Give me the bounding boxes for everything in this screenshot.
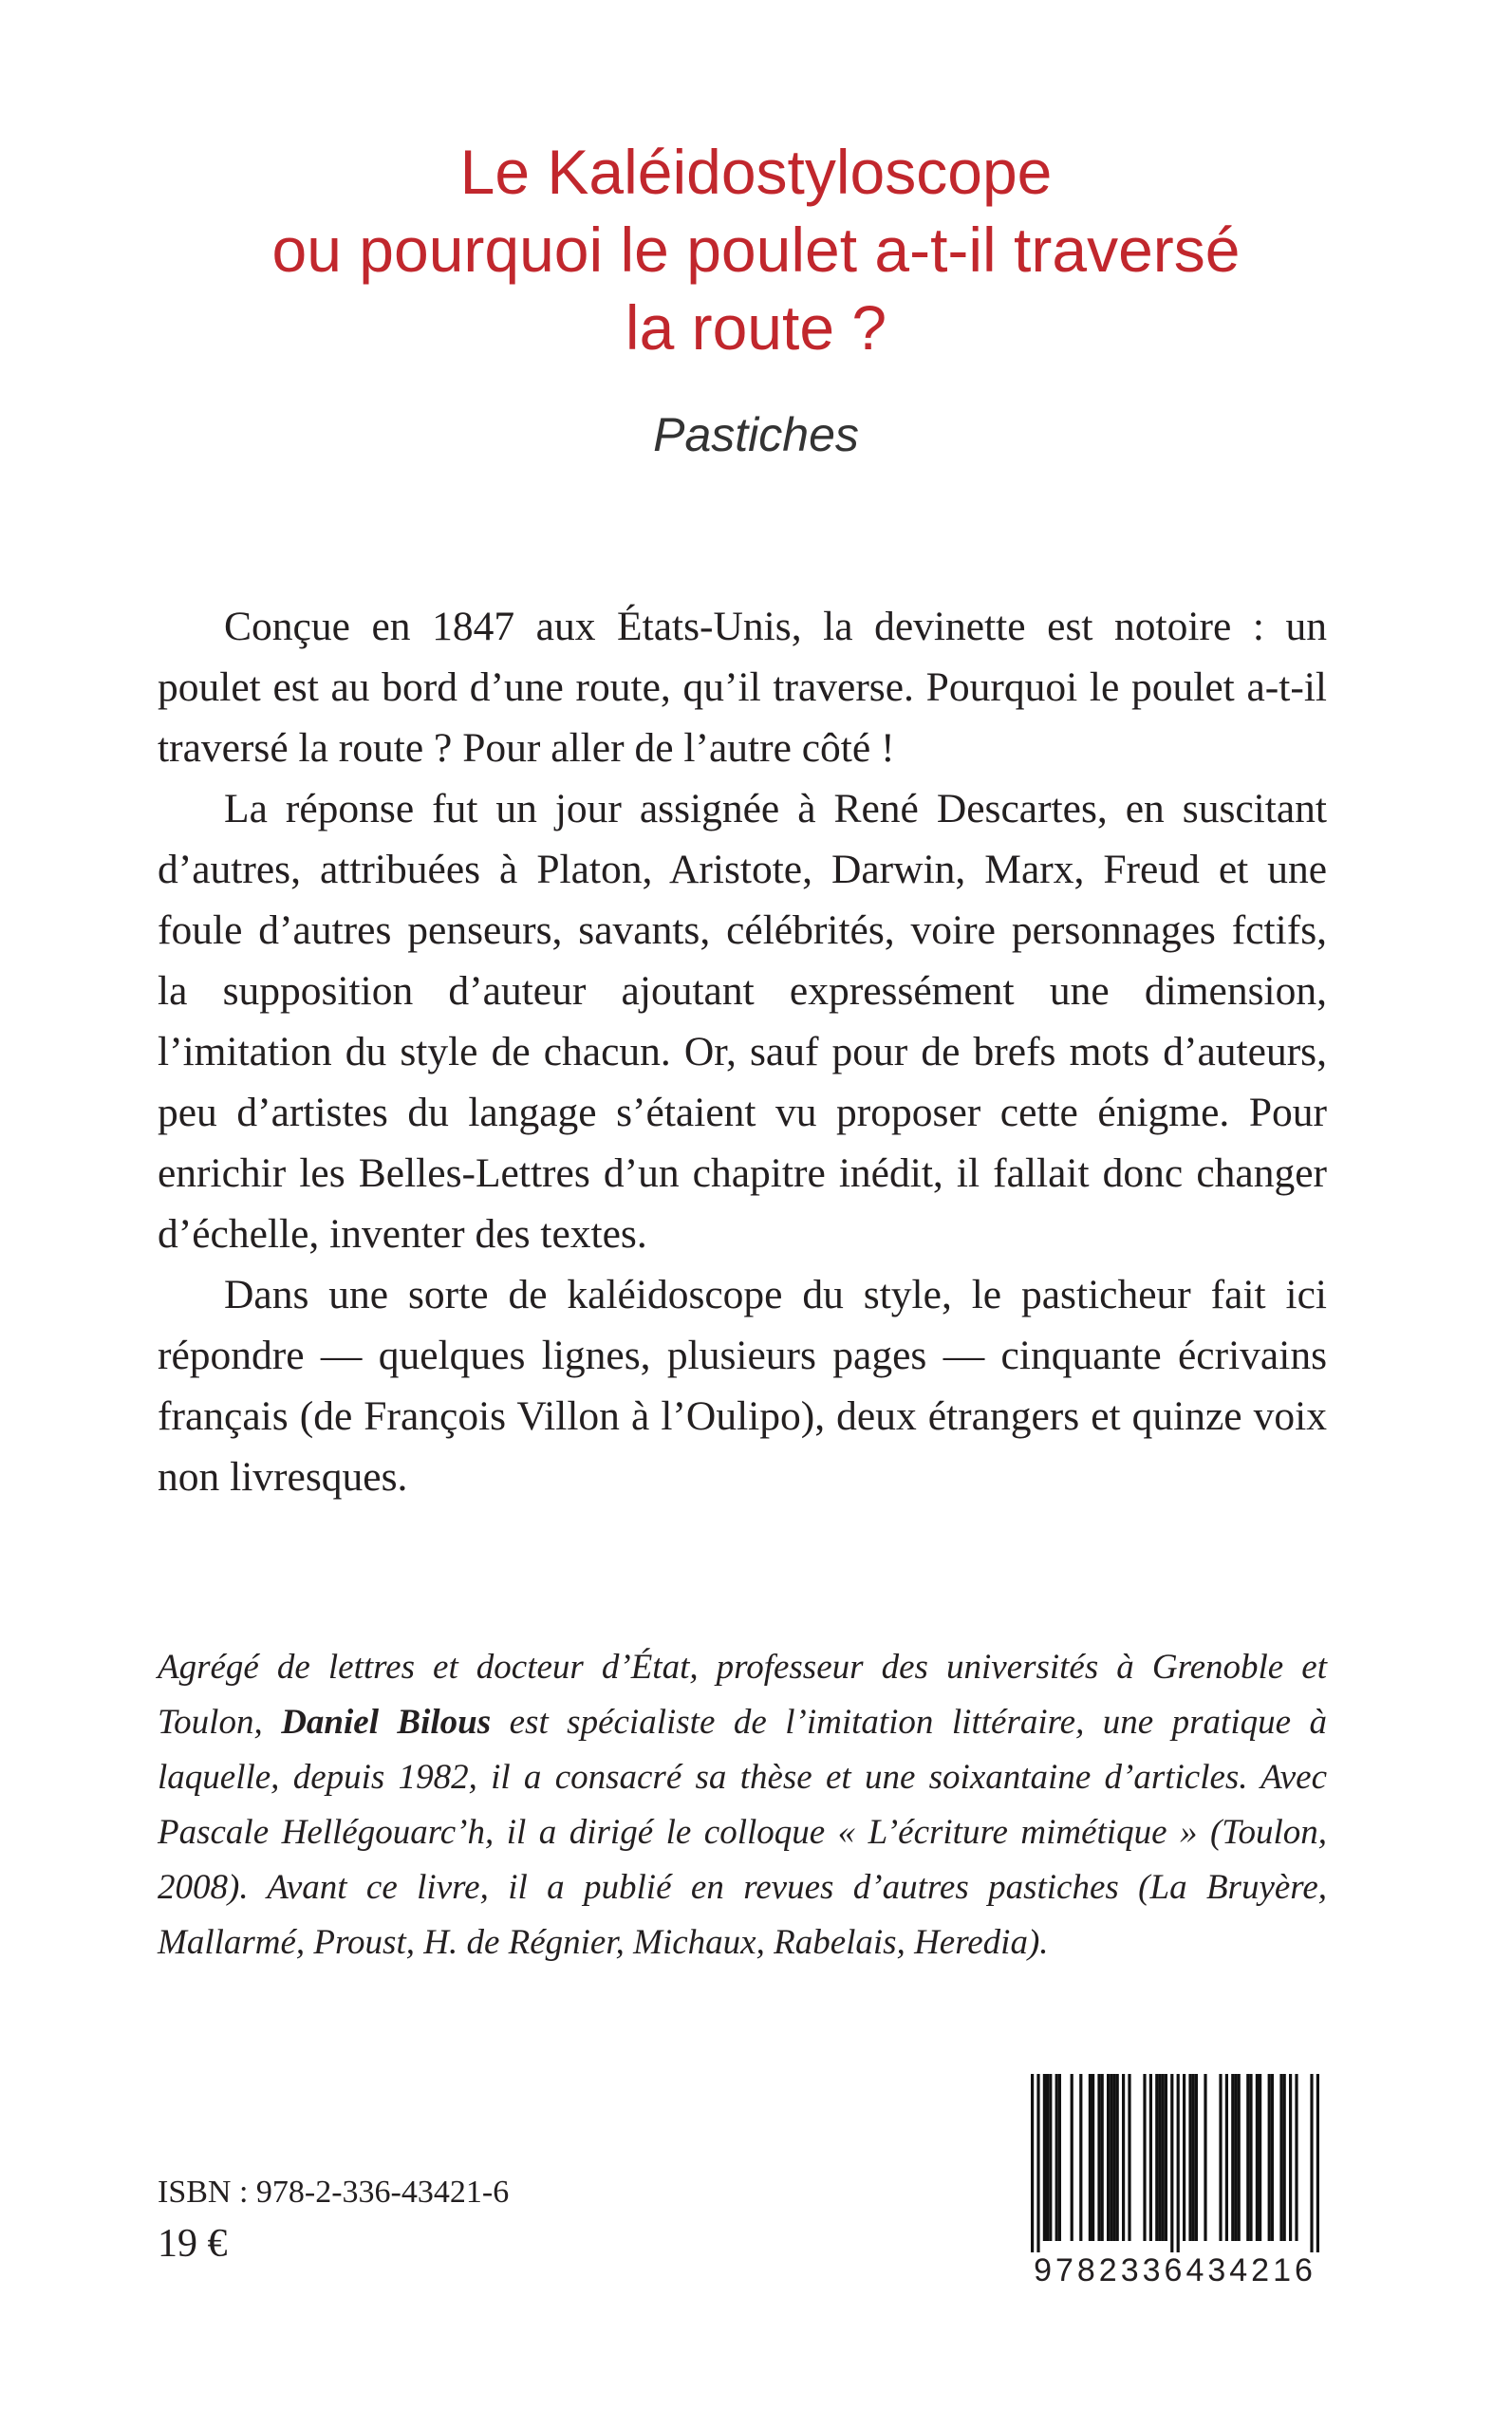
barcode-bar — [1192, 2074, 1195, 2241]
barcode-bar — [1246, 2074, 1249, 2241]
barcode-bar — [1092, 2074, 1094, 2241]
barcode-bar — [1055, 2074, 1058, 2241]
barcode-bar — [1046, 2074, 1049, 2241]
barcode-bar — [1110, 2074, 1112, 2241]
blurb-paragraph: Dans une sorte de kaléidoscope du style, le pasticheur fait ici répondre — quelques lignes, plusieurs pages — cinquante écrivains français (de François Villon à l’Oulipo), deux étrangers et quinze voix non livresques. — [158, 1272, 1327, 1500]
barcode-bar — [1170, 2074, 1173, 2252]
barcode-bar — [1112, 2074, 1115, 2241]
author-name: Daniel Bilous — [281, 1703, 492, 1742]
barcode-bar — [1031, 2074, 1034, 2252]
barcode-bar — [1204, 2074, 1206, 2241]
barcode-bar — [1058, 2074, 1061, 2241]
barcode-bar — [1177, 2074, 1180, 2252]
barcode-bar — [1279, 2074, 1282, 2241]
barcode-digits: 9782336434216 — [1034, 2252, 1316, 2288]
barcode-bar — [1116, 2074, 1119, 2241]
title-line: la route ? — [625, 292, 887, 363]
barcode-bar — [1256, 2074, 1259, 2241]
price-label: 19 € — [158, 2222, 228, 2266]
barcode-bar — [1271, 2074, 1274, 2241]
barcode-bar — [1219, 2074, 1222, 2241]
barcode-bar — [1107, 2074, 1110, 2241]
barcode-bar — [1128, 2074, 1130, 2241]
barcode-bar — [1259, 2074, 1261, 2241]
barcode-bar — [1158, 2074, 1161, 2241]
bio-paragraph — [158, 1640, 1327, 1970]
barcode-bar — [1097, 2074, 1100, 2241]
barcode-bar — [1089, 2074, 1092, 2241]
barcode-bar — [1283, 2074, 1286, 2241]
title-line: Le Kaléidostyloscope — [459, 137, 1053, 207]
barcode-bar — [1231, 2074, 1234, 2241]
barcode-bar — [1049, 2074, 1052, 2241]
barcode-bar — [1310, 2074, 1313, 2252]
isbn-label: ISBN : 978-2-336-43421-6 — [158, 2175, 510, 2210]
book-subtitle: Pastiches — [653, 408, 859, 461]
barcode-bar — [1289, 2074, 1292, 2241]
blurb-text — [158, 596, 1327, 1507]
barcode-bar — [1165, 2074, 1167, 2241]
barcode-bar — [1043, 2074, 1046, 2241]
blurb-paragraph: Conçue en 1847 aux États-Unis, la devinette est notoire : un poulet est au bord d’une route, qu’il traverse. Pourquoi le poulet a-t-il traversé la route ? Pour aller de l’autre côté ! — [158, 604, 1327, 771]
bio-text-after: est spécialiste de l’imitation littéraire, une pratique à laquelle, depuis 1982, il a consacré sa thèse et une soixantaine d’articles. Avec Pascale Hellégouarc’h, il a dirigé le colloque « L’écriture mimétique » (Toulon, 2008). Avant ce livre, il a publié en revues d’autres pastiches (La Bruyère, Mallarmé, Proust, H. de Régnier, Michaux, Rabelais, Heredia). — [158, 1703, 1328, 1962]
blurb-paragraph: La réponse fut un jour assignée à René Descartes, en suscitant d’autres, attribuées à Platon, Aristote, Darwin, Marx, Freud et une foule d’autres penseurs, savants, célébrités, voire personnages fctifs, la supposition d’auteur ajoutant expressément une dimension, l’imitation du style de chacun. Or, sauf pour de brefs mots d’auteurs, peu d’artistes du langage s’étaient vu proposer cette énigme. Pour enrichir les Belles-Lettres d’un chapitre inédit, il fallait donc changer d’échelle, inventer des textes. — [158, 786, 1327, 1257]
barcode-bar — [1183, 2074, 1185, 2241]
author-bio — [158, 1640, 1327, 1970]
barcode-bar — [1036, 2074, 1039, 2252]
barcode-bar — [1162, 2074, 1165, 2241]
barcode-bar — [1238, 2074, 1241, 2241]
barcode-bar — [1122, 2074, 1125, 2241]
barcode-bar — [1225, 2074, 1228, 2241]
barcode-bar — [1071, 2074, 1073, 2241]
barcode-bar — [1195, 2074, 1198, 2241]
barcode-bar — [1188, 2074, 1191, 2241]
barcode-icon — [1017, 2074, 1333, 2252]
barcode-bar — [1249, 2074, 1252, 2241]
barcode-bar — [1295, 2074, 1297, 2241]
barcode-bar — [1155, 2074, 1158, 2241]
barcode-bar — [1079, 2074, 1082, 2241]
book-title — [0, 133, 1512, 366]
title-line: ou pourquoi le poulet a-t-il traversé — [271, 215, 1241, 285]
barcode-bar — [1268, 2074, 1271, 2241]
barcode-bar — [1316, 2074, 1319, 2252]
barcode-bar — [1101, 2074, 1104, 2241]
barcode-bars — [1017, 2074, 1333, 2252]
barcode-bar — [1149, 2074, 1152, 2241]
barcode-bar — [1234, 2074, 1237, 2241]
bio-text-before: Agrégé de lettres et docteur d’État, professeur des universités à Grenoble et Toulon, — [158, 1648, 1327, 1742]
barcode-bar — [1143, 2074, 1146, 2241]
